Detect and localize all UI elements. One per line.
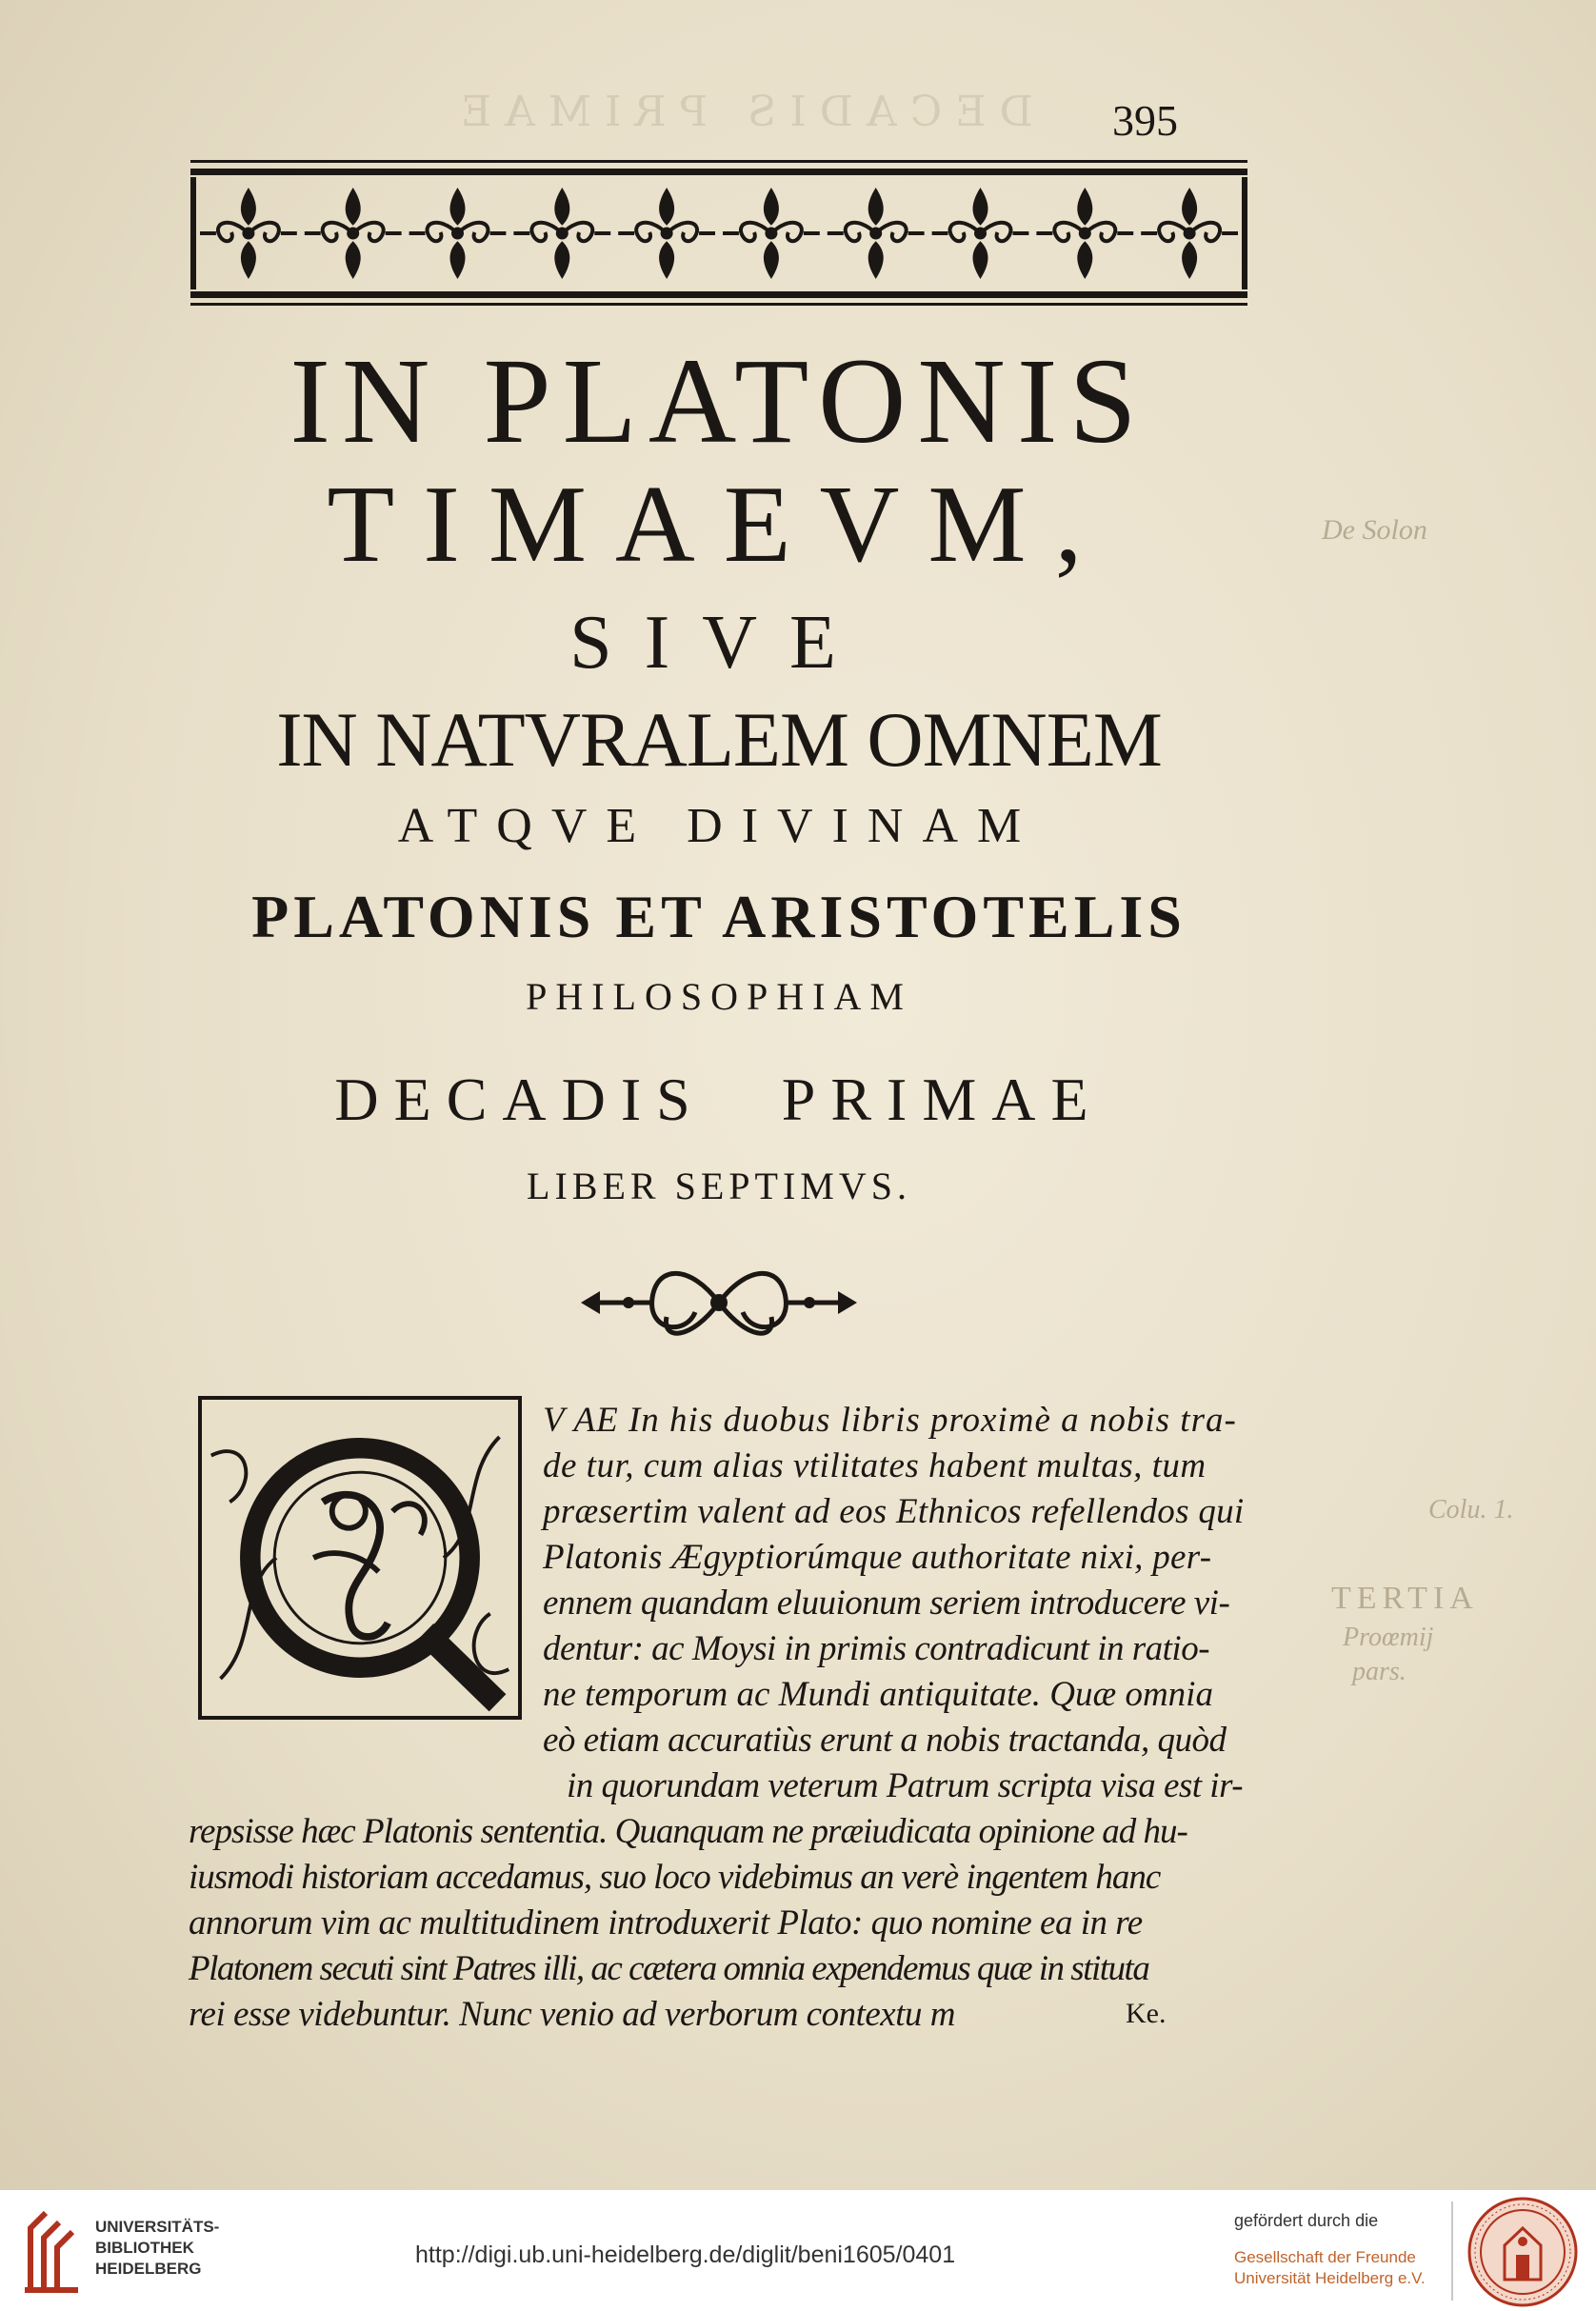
body-line: de tur, cum alias vtilitates habent multas, tum [543, 1446, 1207, 1485]
title-line-9: LIBER SEPTIMVS. [527, 1165, 911, 1207]
primae-word: PRIMAE [781, 1066, 1104, 1133]
body-line: ennem quandam eluuionum seriem introducere vi- [543, 1584, 1230, 1623]
fleur-de-lis-band-icon [196, 177, 1242, 289]
body-line: in quorundam veterum Patrum scripta visa est ir- [567, 1766, 1244, 1805]
title-line-8 [190, 1065, 1247, 1135]
title-line-3: SIVE [569, 601, 868, 685]
rule-bottom-2 [190, 303, 1247, 306]
fleur-de-lis-icon [828, 189, 925, 278]
side-note: TERTIA [1331, 1581, 1479, 1616]
title-line-1: IN PLATONIS [289, 333, 1148, 468]
body-line: dentur: ac Moysi in primis contradicunt in ratio- [543, 1629, 1210, 1668]
fleur-de-lis-icon [200, 189, 297, 278]
decadis-word: DECADIS [334, 1066, 706, 1133]
body-line: rei esse videbuntur. Nunc venio ad verborum contextu m [189, 1995, 955, 2034]
body-line: annorum vim ac multitudinem introduxerit Plato: quo nomine ea in re [189, 1903, 1143, 1942]
fleur-de-lis-icon [1036, 189, 1133, 278]
fleur-de-lis-icon [409, 189, 507, 278]
title-line-7: PHILOSOPHIAM [526, 975, 912, 1018]
body-line: eò etiam accuratiùs erunt a nobis tractanda, quòd [543, 1721, 1227, 1760]
title-line-2: TIMAEVM, [327, 464, 1111, 586]
side-note: pars. [1352, 1657, 1406, 1686]
sponsor-lead: gefördert durch die [1234, 2211, 1379, 2230]
body-line: V AE In his duobus libris proximè a nobis tra- [543, 1401, 1237, 1440]
permalink-url[interactable]: http://digi.ub.uni-heidelberg.de/diglit/beni1605/0401 [415, 2241, 956, 2268]
title-line-4: IN NATVRALEM OMNEM [276, 696, 1162, 783]
fleur-de-lis-icon [513, 189, 610, 278]
title-line-6: PLATONIS ET ARISTOTELIS [251, 883, 1187, 950]
library-name: UNIVERSITÄTS- BIBLIOTHEK HEIDELBERG [95, 2218, 220, 2278]
ornamental-band [190, 177, 1247, 289]
footer-bar [0, 2190, 1596, 2311]
body-line: præsertim valent ad eos Ethnicos refellendos qui [543, 1492, 1245, 1531]
side-note: Proœmij [1343, 1623, 1434, 1652]
body-line: iusmodi historiam accedamus, suo loco videbimus an verè ingentem hanc [189, 1858, 1161, 1897]
fleur-de-lis-icon [723, 189, 820, 278]
fleur-de-lis-icon [932, 189, 1029, 278]
bleed-through-text: DECADIS PRIMAE [448, 88, 1033, 136]
university-library-logo-icon [25, 2209, 82, 2293]
rule-bottom-1 [190, 291, 1247, 298]
university-seal-icon [1466, 2196, 1579, 2308]
body-line: Platonem secuti sint Patres illi, ac cætera omnia expendemus quæ in stituta [189, 1949, 1149, 1988]
sponsor-name[interactable]: Gesellschaft der Freunde Universität Heidelberg e.V. [1234, 2248, 1426, 2287]
footer-divider [1451, 2201, 1453, 2301]
body-line: repsisse hæc Platonis sententia. Quanquam ne præiudicata opinione ad hu- [189, 1812, 1187, 1851]
rule-top-2 [190, 169, 1247, 175]
fleur-de-lis-icon [305, 189, 402, 278]
rule-top-1 [190, 160, 1247, 163]
fleur-de-lis-icon [618, 189, 715, 278]
catchword: Ke. [1126, 1998, 1167, 2029]
side-note: De Solon [1322, 514, 1427, 546]
historiated-initial-icon [202, 1400, 518, 1716]
page-number: 395 [1112, 96, 1178, 145]
body-line: ne temporum ac Mundi antiquitate. Quæ omnia [543, 1675, 1213, 1714]
printer-ornament-icon [571, 1255, 867, 1350]
side-note: Colu. 1. [1428, 1495, 1514, 1524]
title-line-5: ATQVE DIVINAM [397, 799, 1041, 853]
body-line: Platonis Ægyptiorúmque authoritate nixi, per- [543, 1538, 1212, 1577]
decorated-initial-q [198, 1396, 522, 1720]
fleur-de-lis-icon [1141, 189, 1238, 278]
